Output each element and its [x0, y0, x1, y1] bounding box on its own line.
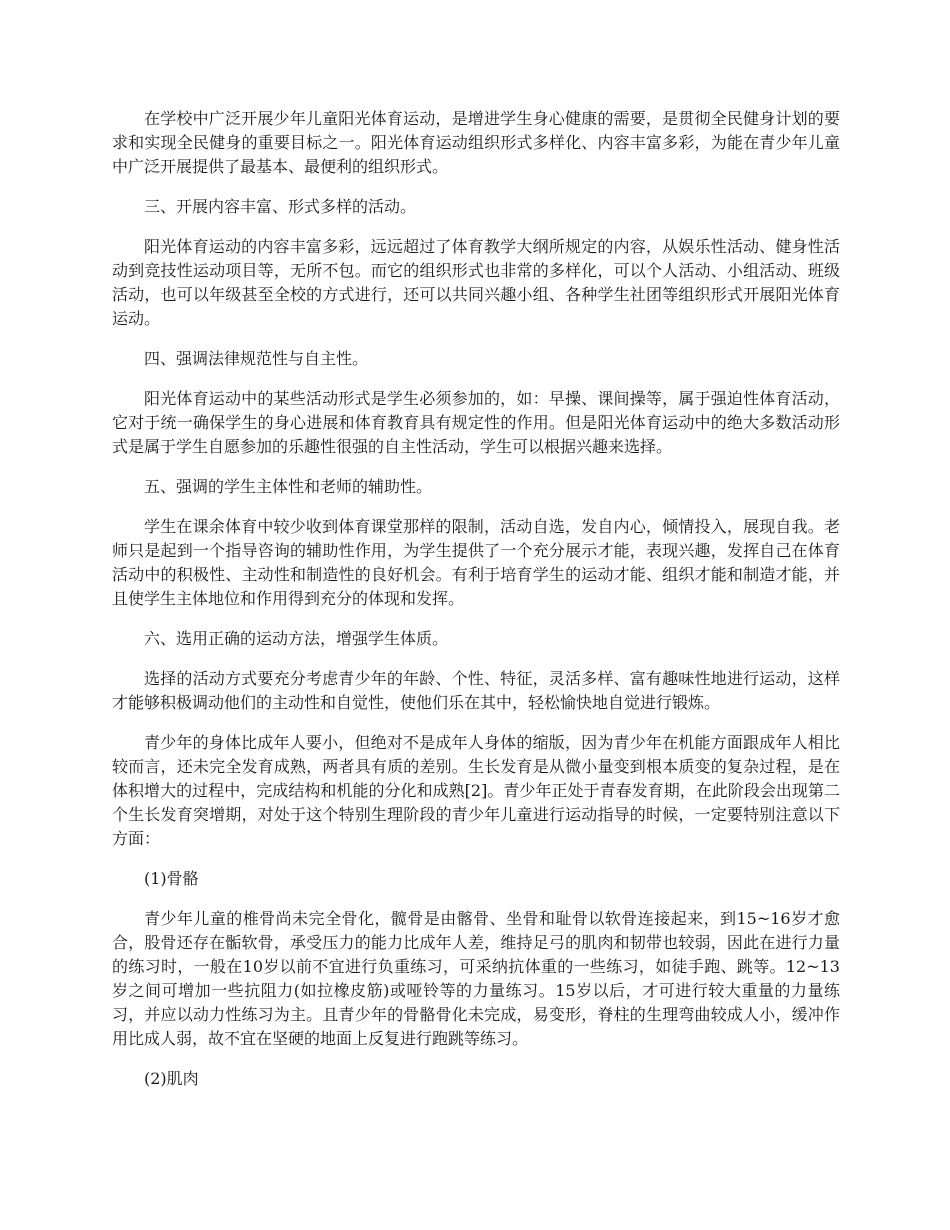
- heading-section-5: 五、强调的学生主体性和老师的辅助性。: [144, 477, 433, 496]
- paragraph-section-3: 阳光体育运动的内容丰富多彩，远远超过了体育教学大纲所规定的内容，从娱乐性活动、健身性活动到竞技性运动项目等，无所不包。而它的组织形式也非常的多样化，可以个人活动、小组活动、班级活动，也可以年级甚至全校的方式进行，还可以共同兴趣小组、各种学生社团等组织形式开展阳光体育运动。: [112, 237, 840, 328]
- document-body: [112, 107, 840, 1107]
- paragraph-section-6-a: 选择的活动方式要充分考虑青少年的年龄、个性、特征，灵活多样、富有趣味性地进行运动，这样才能够积极调动他们的主动性和自觉性，使他们乐在其中，轻松愉快地自觉进行锻炼。: [112, 669, 840, 712]
- paragraph-section-4: 阳光体育运动中的某些活动形式是学生必须参加的，如：早操、课间操等，属于强迫性体育活动，它对于统一确保学生的身心进展和体育教育具有规定性的作用。但是阳光体育运动中的绝大多数活动形式是属于学生自愿参加的乐趣性很强的自主性活动，学生可以根据兴趣来选择。: [112, 389, 840, 456]
- paragraph-section-5: 学生在课余体育中较少收到体育课堂那样的限制，活动自选，发自内心，倾情投入，展现自我。老师只是起到一个指导咨询的辅助性作用，为学生提供了一个充分展示才能，表现兴趣，发挥自己在体育活动中的积极性、主动性和制造性的良好机会。有利于培育学生的运动才能、组织才能和制造才能，并且使学生主体地位和作用得到充分的体现和发挥。: [112, 517, 840, 608]
- heading-section-3: 三、开展内容丰富、形式多样的活动。: [144, 197, 417, 216]
- heading-muscle: (2)肌肉: [144, 1069, 199, 1088]
- heading-section-6: 六、选用正确的运动方法，增强学生体质。: [144, 629, 449, 648]
- paragraph-section-6-b: 青少年的身体比成年人要小，但绝对不是成年人身体的缩版，因为青少年在机能方面跟成年人相比较而言，还未完全发育成熟，两者具有质的差别。生长发育是从微小量变到根本质变的复杂过程，是在体积增大的过程中，完成结构和机能的分化和成熟[2]。青少年正处于青春发育期，在此阶段会出现第二个生长发育突增期，对处于这个特别生理阶段的青少年儿童进行运动指导的时候，一定要特别注意以下方面：: [112, 733, 840, 848]
- paragraph-skeleton: 青少年儿童的椎骨尚未完全骨化，髋骨是由髂骨、坐骨和耻骨以软骨连接起来，到15~16岁才愈合，股骨还存在骺软骨，承受压力的能力比成年人差，维持足弓的肌肉和韧带也较弱，因此在进行力量的练习时，一般在10岁以前不宜进行负重练习，可采纳抗体重的一些练习，如徒手跑、跳等。12~13岁之间可增加一些抗阻力(如拉橡皮筋)或哑铃等的力量练习。15岁以后，才可进行较大重量的力量练习，并应以动力性练习为主。且青少年的骨骼骨化未完成，易变形，脊柱的生理弯曲较成人小，缓冲作用比成人弱，故不宜在坚硬的地面上反复进行跑跳等练习。: [112, 909, 840, 1048]
- paragraph-intro: 在学校中广泛开展少年儿童阳光体育运动，是增进学生身心健康的需要，是贯彻全民健身计划的要求和实现全民健身的重要目标之一。阳光体育运动组织形式多样化、内容丰富多彩，为能在青少年儿童中广泛开展提供了最基本、最便利的组织形式。: [112, 109, 840, 176]
- heading-section-4: 四、强调法律规范性与自主性。: [144, 349, 369, 368]
- heading-skeleton: (1)骨骼: [144, 869, 199, 888]
